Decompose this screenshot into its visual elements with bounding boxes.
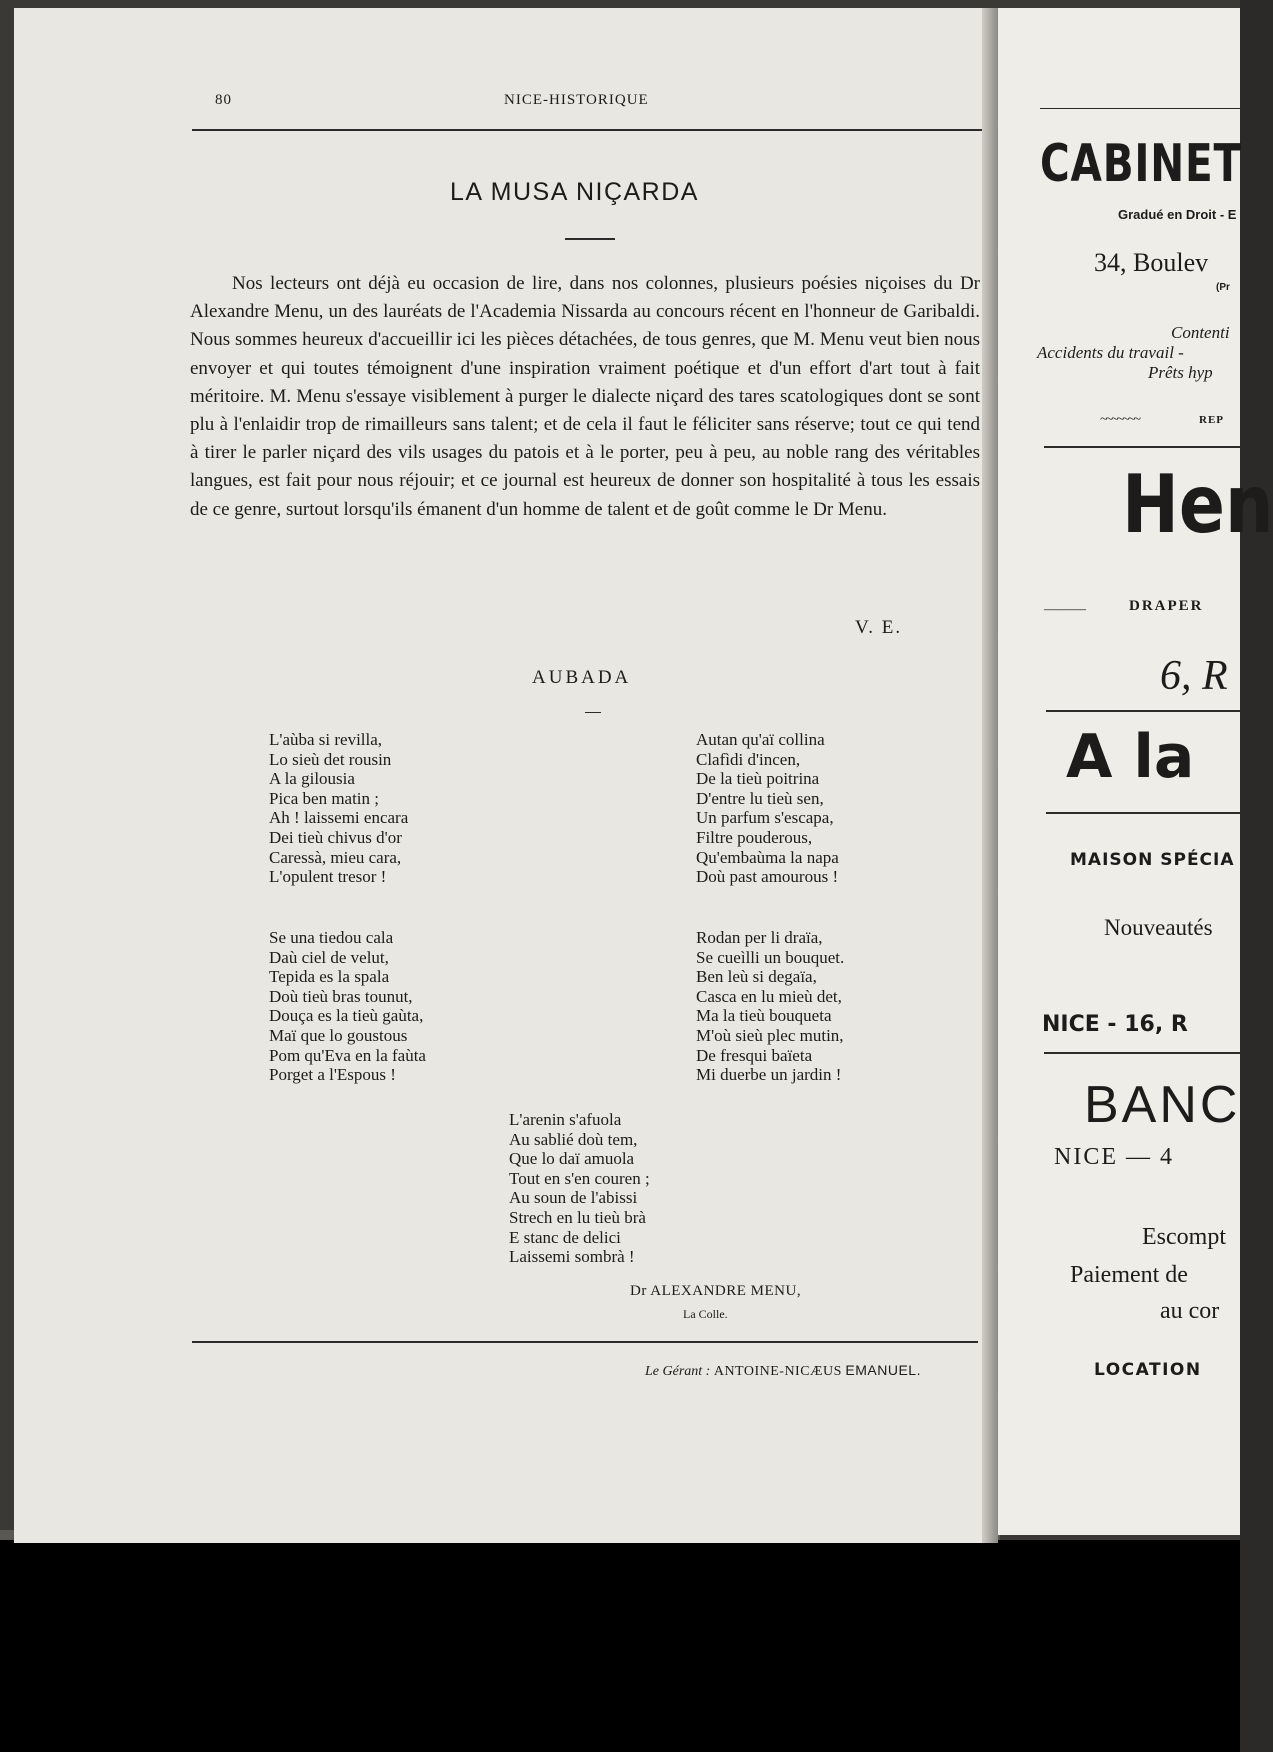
ad-cabinet-heading: CABINET xyxy=(1040,134,1242,194)
ad-au-cor-line: au cor xyxy=(1160,1298,1220,1324)
insert-rule xyxy=(1044,1052,1240,1054)
ad-hen-heading: Hen xyxy=(1122,458,1273,551)
page-number: 80 xyxy=(215,92,232,108)
verse-line: Se una tiedou cala xyxy=(269,928,394,947)
verse-line: Ma la tieù bouqueta xyxy=(696,1006,832,1026)
ad-banc-heading: BANC xyxy=(1084,1076,1241,1134)
verse-line: Clafìdi d'incen, xyxy=(696,749,801,769)
verse-line: Ah ! laissemi encara xyxy=(269,808,409,828)
verse-line: Strech en lu tieù brà xyxy=(509,1207,646,1227)
ad-nouveautes-line: Nouveautés xyxy=(1104,915,1213,940)
ad-pres-line: (Pr xyxy=(1216,282,1230,293)
insert-rule xyxy=(1040,108,1240,109)
gerant-line xyxy=(645,1362,921,1380)
verse-line: Laissemi sombrà ! xyxy=(509,1247,635,1267)
verse-line: Caressà, mieu cara, xyxy=(269,847,402,867)
ad-repr-line: REP xyxy=(1199,414,1224,426)
verse-line: Que lo daï amuola xyxy=(509,1149,635,1169)
verse-line: Doù past amourous ! xyxy=(696,867,839,887)
journal-page xyxy=(14,8,994,1543)
running-head: NICE-HISTORIQUE xyxy=(504,92,649,108)
verse-line: Pica ben matin ; xyxy=(269,788,380,808)
verse-line: Tout en s'en couren ; xyxy=(509,1168,650,1188)
stanza-3 xyxy=(269,928,426,1085)
verse-line: Au soun de l'abissi xyxy=(509,1188,638,1208)
ad-location-line: LOCATION xyxy=(1094,1360,1202,1380)
header-rule xyxy=(192,129,982,131)
scan-border xyxy=(0,1540,1240,1752)
verse-line: L'aùba si revilla, xyxy=(269,730,383,749)
ad-nice-line: NICE — 4 xyxy=(1054,1144,1174,1170)
intro-initials: V. E. xyxy=(855,617,903,638)
verse-line: Un parfum s'escapa, xyxy=(696,808,834,828)
poem-author: Dr ALEXANDRE MENU, xyxy=(630,1283,802,1299)
stanza-1 xyxy=(269,730,408,887)
gerant-surname: EMANUEL. xyxy=(845,1362,921,1378)
gerant-name: ANTOINE-NICÆUS xyxy=(713,1364,842,1379)
verse-line: L'opulent tresor ! xyxy=(269,867,387,887)
verse-line: Au sablié doù tem, xyxy=(509,1129,638,1149)
verse-line: Douça es la tieù gaùta, xyxy=(269,1006,424,1026)
verse-line: Doù tieù bras tounut, xyxy=(269,986,413,1006)
verse-line: De la tieù poitrina xyxy=(696,769,820,789)
verse-line: A la gilousia xyxy=(269,769,355,789)
ad-dash: ——— xyxy=(1044,602,1086,617)
poem-title: AUBADA xyxy=(532,667,632,688)
ad-nice-address: NICE - 16, R xyxy=(1042,1012,1188,1037)
gerant-label: Le Gérant : xyxy=(645,1364,711,1379)
ad-address-line: 34, Boulev xyxy=(1094,248,1209,277)
stanza-4 xyxy=(696,928,844,1085)
verse-line: Pom qu'Eva en la faùta xyxy=(269,1045,426,1065)
verse-line: Qu'embaùma la napa xyxy=(696,847,839,867)
verse-line: Dei tieù chivus d'or xyxy=(269,827,402,847)
verse-line: L'arenin s'afuola xyxy=(509,1110,622,1129)
ad-six-line: 6, R xyxy=(1160,653,1228,699)
ad-draperie-line: DRAPER xyxy=(1129,598,1204,614)
stanza-5 xyxy=(509,1110,650,1267)
verse-line: Tepida es la spala xyxy=(269,967,390,987)
verse-line: Se cueìlli un bouquet. xyxy=(696,947,845,967)
title-rule xyxy=(565,238,615,240)
ad-a-la-heading: A la xyxy=(1066,722,1195,792)
ad-contentieux-line: Contenti xyxy=(1171,323,1230,342)
ad-gradue-line: Gradué en Droit - E xyxy=(1118,207,1237,222)
insert-rule xyxy=(1046,812,1240,814)
verse-line: Filtre pouderous, xyxy=(696,827,813,847)
verse-line: Maï que lo goustous xyxy=(269,1025,408,1045)
verse-line: Casca en lu mieù det, xyxy=(696,986,842,1006)
verse-line: M'où sieù plec mutin, xyxy=(696,1025,844,1045)
verse-line: De fresqui baïeta xyxy=(696,1045,813,1065)
verse-line: E stanc de delici xyxy=(509,1227,621,1247)
verse-line: Porget a l'Espous ! xyxy=(269,1065,396,1085)
article-title: LA MUSA NIÇARDA xyxy=(450,178,699,206)
page-edge xyxy=(982,8,998,1543)
verse-line: Lo sieù det rousin xyxy=(269,749,392,769)
stanza-2 xyxy=(696,730,839,887)
poem-place: La Colle. xyxy=(683,1307,728,1321)
ad-escompte-line: Escompt xyxy=(1142,1224,1226,1250)
verse-line: Daù ciel de velut, xyxy=(269,947,389,967)
verse-line: Autan qu'aï collina xyxy=(696,730,825,749)
intro-paragraph: Nos lecteurs ont déjà eu occasion de lire, dans nos colonnes, plusieurs poésies niçoises du Dr Alexandre Menu, un des lauréats de l'Academia Nissarda au concours récent en l'honneur de Garibaldi. Nous sommes heureux d'accueillir ici les pièces détachées, de tous genres, que M. Menu veut bien nous envoyer et qui toutes témoignent d'une inspiration vraiment poétique et d'un effort d'art tout à fait méritoire. M. Menu s'essaye visiblement à purger le dialecte niçard des tares scatologiques dont se sont plu à l'enlaidir trop de rimailleurs sans talent; et de cela il faut le féliciter sans réserve; tout ce qui tend à tirer le parler niçard des vils usages du patois et à le porter, peu à peu, au noble rang des véritables langues, est fait pour nous réjouir; et ce journal est heureux de donner son hospitalité à tous les essais de ce genre, surtout lorsqu'ils émanent d'un homme de talent et de goût comme le Dr Menu. xyxy=(190,273,980,520)
ad-prets-line: Prêts hyp xyxy=(1148,363,1213,382)
ad-ornament: ~~~~~~~ xyxy=(1100,412,1140,427)
ad-maison-line: MAISON SPÉCIA xyxy=(1070,850,1235,870)
ad-accidents-line: Accidents du travail - xyxy=(1037,343,1184,362)
insert-rule xyxy=(1044,446,1240,448)
footer-rule xyxy=(192,1341,978,1343)
ad-paiement-line: Paiement de xyxy=(1070,1262,1188,1288)
verse-line: Rodan per li draïa, xyxy=(696,928,823,947)
verse-line: Ben leù si degaïa, xyxy=(696,967,817,987)
poem-rule xyxy=(585,712,601,713)
verse-line: Mi duerbe un jardin ! xyxy=(696,1065,842,1085)
insert-rule xyxy=(1046,710,1240,712)
verse-line: D'entre lu tieù sen, xyxy=(696,788,824,808)
